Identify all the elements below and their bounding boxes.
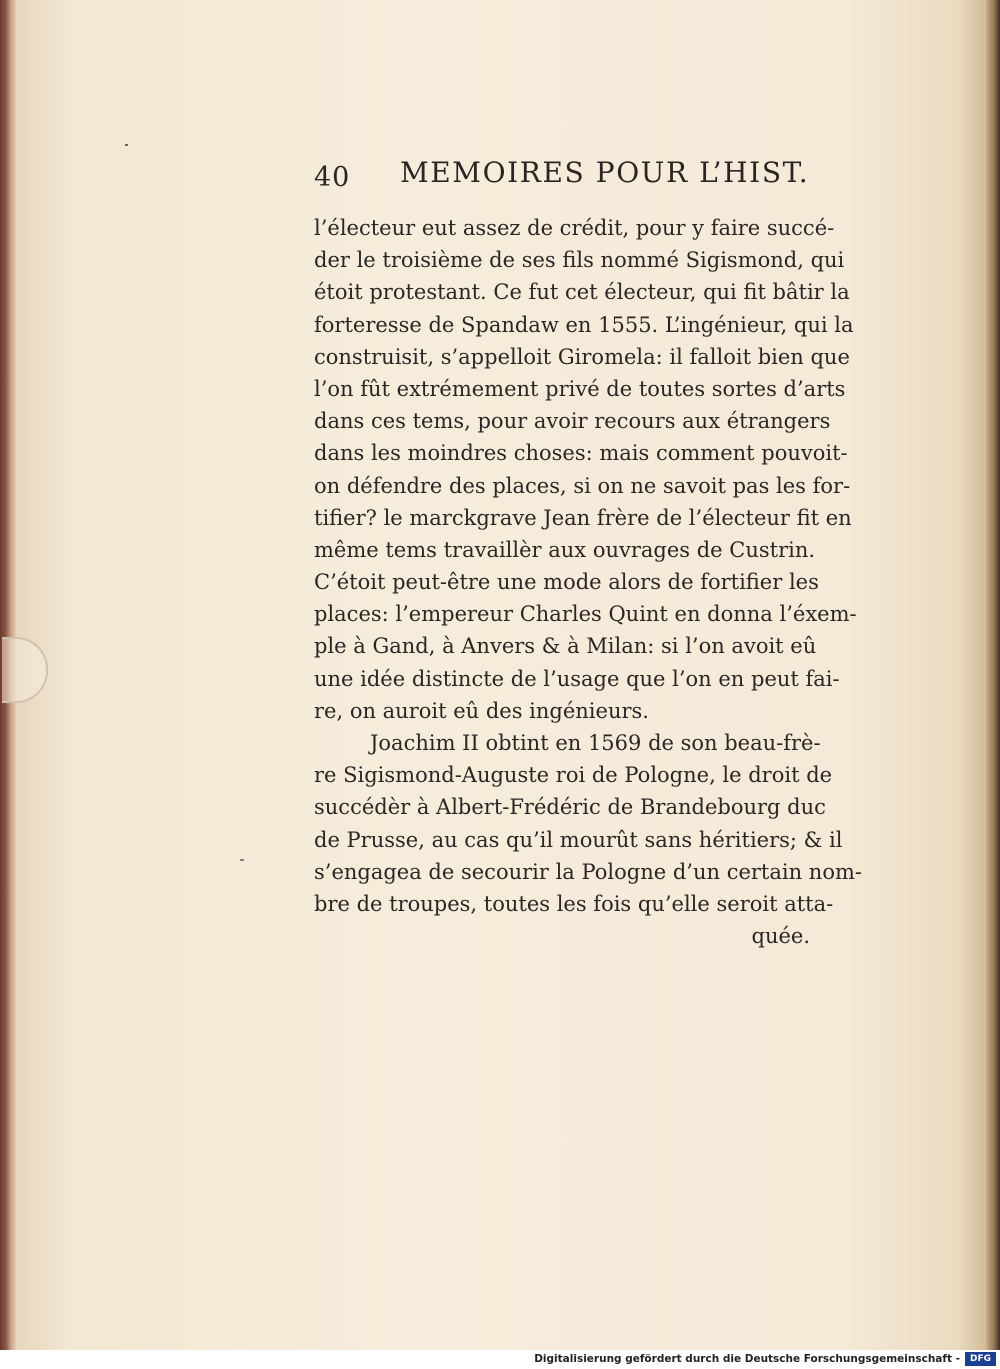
- text-line: une idée distincte de l’usage que l’on en peut fai-: [314, 666, 840, 691]
- body-text: [314, 212, 862, 952]
- paragraph-last-line: re, on auroit eû des ingénieurs.: [314, 698, 649, 723]
- funding-credit: Digitalisierung gefördert durch die Deutsche Forschungsgemeinschaft -: [534, 1353, 960, 1365]
- text-line: l’on fût extrémement privé de toutes sortes d’arts: [314, 376, 846, 401]
- running-head: [314, 154, 810, 194]
- dfg-logo-icon: DFG: [965, 1352, 996, 1366]
- page-gutter-shadow: [986, 0, 1000, 1350]
- text-line: dans les moindres choses: mais comment pouvoit-: [314, 441, 848, 466]
- text-line: dans ces tems, pour avoir recours aux étrangers: [314, 409, 831, 434]
- text-line: étoit protestant. Ce fut cet électeur, qui fit bâtir la: [314, 280, 850, 305]
- text-line: forteresse de Spandaw en 1555. L’ingénieur, qui la: [314, 312, 854, 337]
- text-line: tifier? le marckgrave Jean frère de l’électeur fit en: [314, 505, 852, 530]
- text-line: ple à Gand, à Anvers & à Milan: si l’on avoit eû: [314, 634, 817, 659]
- text-line: construisit, s’appelloit Giromela: il falloit bien que: [314, 344, 850, 369]
- paragraph-first-line: Joachim II obtint en 1569 de son beau-frè-: [370, 731, 821, 755]
- text-line: s’engagea de secourir la Pologne d’un certain nom-: [314, 859, 862, 884]
- text-line: bre de troupes, toutes les fois qu’elle seroit atta-: [314, 891, 834, 916]
- text-line: C’étoit peut-être une mode alors de fortifier les: [314, 570, 819, 595]
- text-line: de Prusse, au cas qu’il mourût sans héritiers; & il: [314, 827, 843, 852]
- page-number: 40: [314, 162, 351, 193]
- paper-speck: [240, 859, 244, 861]
- text-line: re Sigismond-Auguste roi de Pologne, le droit de: [314, 763, 833, 788]
- text-line: places: l’empereur Charles Quint en donna l’éxem-: [314, 602, 857, 627]
- text-line: on défendre des places, si on ne savoit pas les for-: [314, 473, 851, 498]
- footer-bar: [0, 1350, 1000, 1369]
- text-line: même tems travaillèr aux ouvrages de Custrin.: [314, 537, 816, 562]
- text-line: der le troisième de ses fils nommé Sigismond, qui: [314, 248, 845, 273]
- catchword: quée.: [751, 924, 810, 949]
- text-line: succédèr à Albert-Frédéric de Brandebourg duc: [314, 795, 826, 820]
- text-line: l’électeur eut assez de crédit, pour y faire succé-: [314, 216, 835, 240]
- header-title: MEMOIRES POUR L’HIST.: [400, 156, 810, 189]
- paper-speck: [125, 144, 128, 146]
